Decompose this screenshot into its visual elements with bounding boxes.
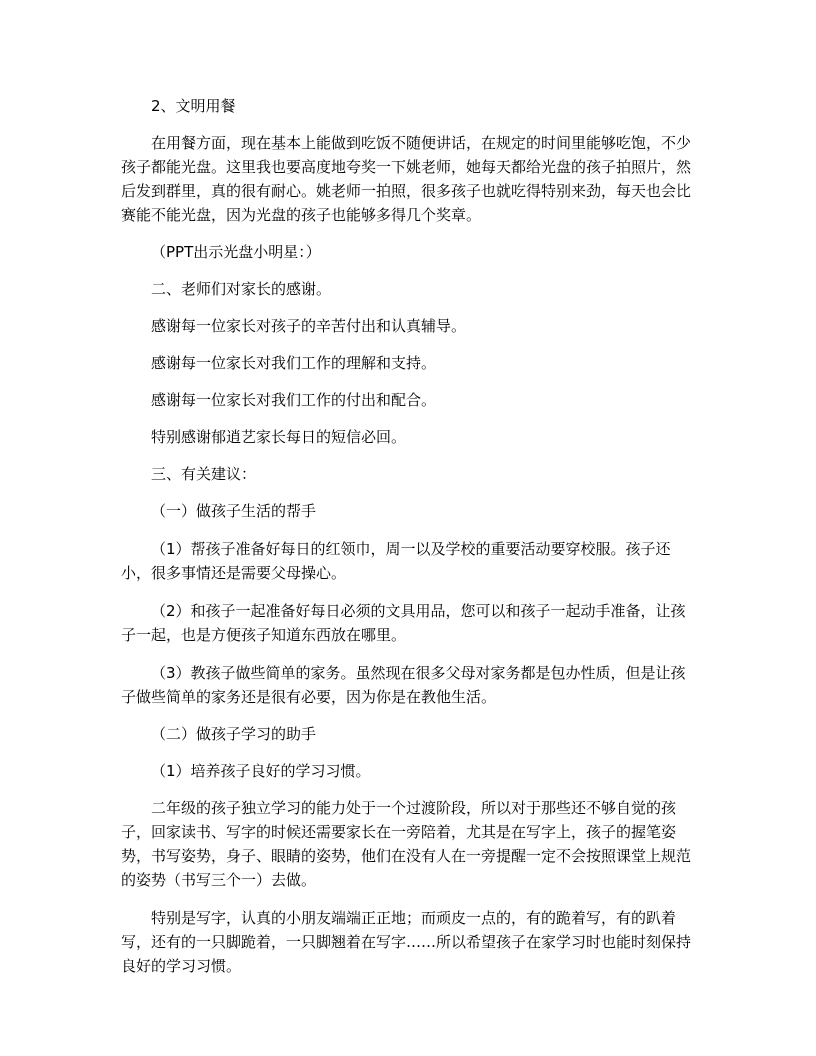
- paragraph-thanks-special: 特别感谢郁逍艺家长每日的短信必回。: [151, 428, 407, 446]
- paragraph-life-item-3: （3）教孩子做些简单的家务。虽然现在很多父母对家务都是包办性质，但是让孩子做些简单的家务还是很有必要，因为你是在教他生活。: [121, 664, 686, 706]
- paragraph-life-item-2: （2）和孩子一起准备好每日必须的文具用品，您可以和孩子一起动手准备，让孩子一起，也是方便孩子知道东西放在哪里。: [121, 602, 686, 644]
- paragraph-writing-habits: 特别是写字，认真的小朋友端端正正地；而顽皮一点的，有的跪着写，有的趴着写，还有的一只脚跪着，一只脚翘着在写字……所以希望孩子在家学习时也能时刻保持良好的学习习惯。: [121, 909, 692, 975]
- subheading-study-helper: （二）做孩子学习的助手: [151, 725, 317, 743]
- section-heading-suggestions: 三、有关建议：: [151, 465, 257, 483]
- paragraph-life-item-1: （1）帮孩子准备好每日的红领巾，周一以及学校的重要活动要穿校服。孩子还小，很多事情还是需要父母操心。: [121, 540, 671, 582]
- paragraph-study-item-1: （1）培养孩子良好的学习习惯。: [151, 762, 371, 780]
- paragraph-dining-description: 在用餐方面，现在基本上能做到吃饭不随便讲话，在规定的时间里能够吃饱，不少孩子都能光盘。这里我也要高度地夸奖一下姚老师，她每天都给光盘的孩子拍照片，然后发到群里，真的很有耐心。姚老师一拍照，很多孩子也就吃得特别来劲，每天也会比赛能不能光盘，因为光盘的孩子也能够多得几个奖章。: [121, 134, 692, 224]
- section-heading-thanks: 二、老师们对家长的感谢。: [151, 280, 332, 298]
- paragraph-study-description: 二年级的孩子独立学习的能力处于一个过渡阶段，所以对于那些还不够自觉的孩子，回家读书、写字的时候还需要家长在一旁陪着，尤其是在写字上，孩子的握笔姿势，书写姿势，身子、眼睛的姿势，他们在没有人在一旁提醒一定不会按照课堂上规范的姿势（书写三个一）去做。: [121, 799, 692, 889]
- paragraph-thanks-3: 感谢每一位家长对我们工作的付出和配合。: [151, 391, 437, 409]
- paragraph-thanks-1: 感谢每一位家长对孩子的辛苦付出和认真辅导。: [151, 317, 467, 335]
- document-body: [121, 94, 696, 991]
- paragraph-ppt-note: （PPT出示光盘小明星：）: [151, 243, 321, 261]
- paragraph-thanks-2: 感谢每一位家长对我们工作的理解和支持。: [151, 354, 437, 372]
- section-heading-civilized-dining: 2、文明用餐: [151, 97, 236, 115]
- subheading-life-helper: （一）做孩子生活的帮手: [151, 502, 317, 520]
